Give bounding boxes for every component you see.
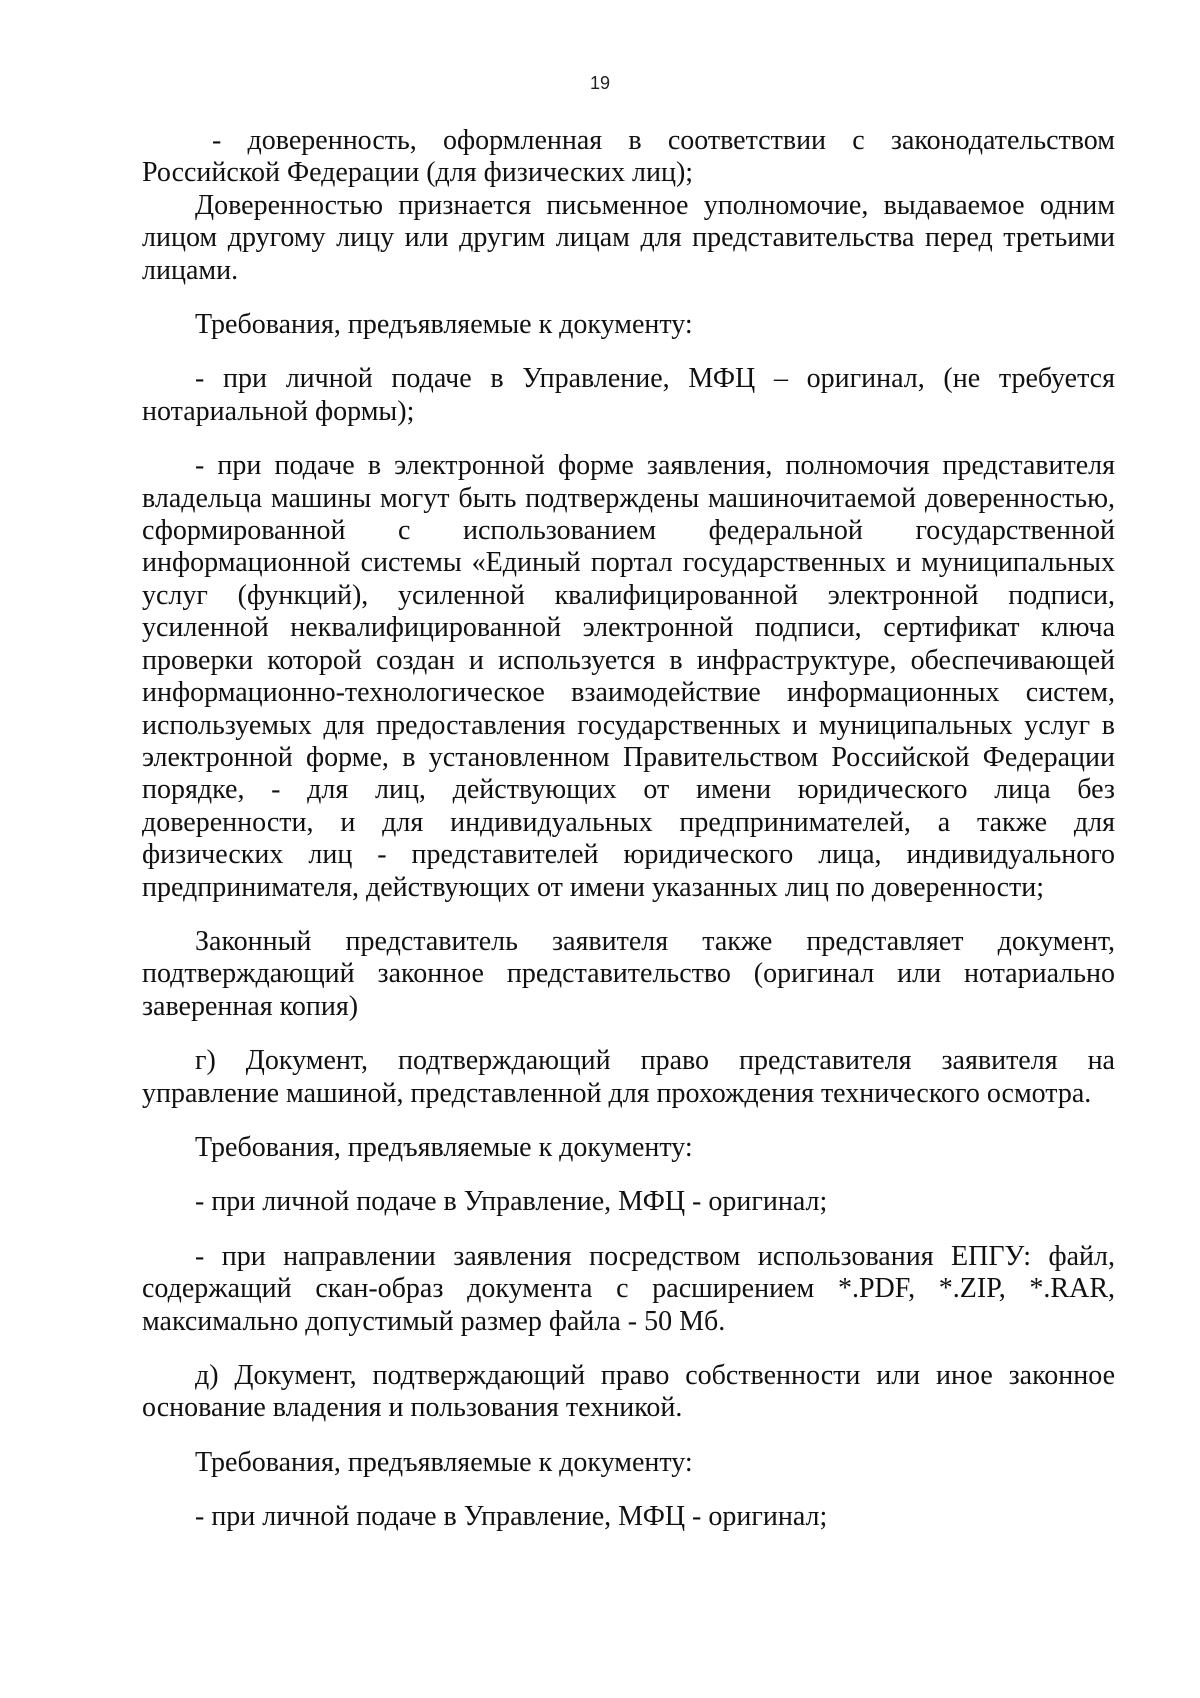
paragraph-legal-representative: Законный представитель заявителя также представляет документ, подтверждающий законное представительство (оригинал или нотариально заверенная копия) bbox=[142, 925, 1115, 1022]
paragraph-item-g: г) Документ, подтверждающий право представителя заявителя на управление машиной, представленной для прохождения технического осмотра. bbox=[142, 1045, 1115, 1109]
paragraph-power-of-attorney-definition: Доверенностью признается письменное уполномочие, выдаваемое одним лицом другому лицу или другим лицам для представительства перед третьими лицами. bbox=[142, 189, 1115, 286]
paragraph-personal-submission: - при личной подаче в Управление, МФЦ – оригинал, (не требуется нотариальной формы); bbox=[142, 363, 1115, 427]
paragraph-personal-submission: - при личной подаче в Управление, МФЦ - оригинал; bbox=[195, 1186, 828, 1218]
paragraph-requirements-heading: Требования, предъявляемые к документу: bbox=[195, 309, 693, 341]
paragraph-power-of-attorney-item: - доверенность, оформленная в соответствии с законодательством Российской Федерации (для физических лиц); bbox=[142, 125, 1115, 189]
page-number: 19 bbox=[589, 73, 611, 93]
paragraph-requirements-heading: Требования, предъявляемые к документу: bbox=[195, 1446, 693, 1478]
paragraph-requirements-heading: Требования, предъявляемые к документу: bbox=[195, 1131, 693, 1163]
document-body bbox=[142, 125, 1115, 1534]
paragraph-personal-submission: - при личной подаче в Управление, МФЦ - оригинал; bbox=[195, 1501, 828, 1533]
paragraph-epgu-submission: - при направлении заявления посредством использования ЕПГУ: файл, содержащий скан-образ документа с расширением *.PDF, *.ZIP, *.RAR, максимально допустимый размер файла - 50 Мб. bbox=[142, 1240, 1115, 1337]
paragraph-item-d: д) Документ, подтверждающий право собственности или иное законное основание владения и пользования техникой. bbox=[142, 1360, 1115, 1424]
paragraph-electronic-submission: - при подаче в электронной форме заявления, полномочия представителя владельца машины могут быть подтверждены машиночитаемой доверенностью, сформированной с использованием федеральной государственной информационной системы «Единый портал государственных и муниципальных услуг (функций), усиленной квалифицированной электронной подписи, усиленной неквалифицированной электронной подписи, сертификат ключа проверки которой создан и используется в инфраструктуре, обеспечивающей информационно-технологическое взаимодействие информационных систем, используемых для предоставления государственных и муниципальных услуг в электронной форме, в установленном Правительством Российской Федерации порядке, - для лиц, действующих от имени юридического лица без доверенности, и для индивидуальных предпринимателей, а также для физических лиц - представителей юридического лица, индивидуального предпринимателя, действующих от имени указанных лиц по доверенности; bbox=[142, 450, 1115, 903]
